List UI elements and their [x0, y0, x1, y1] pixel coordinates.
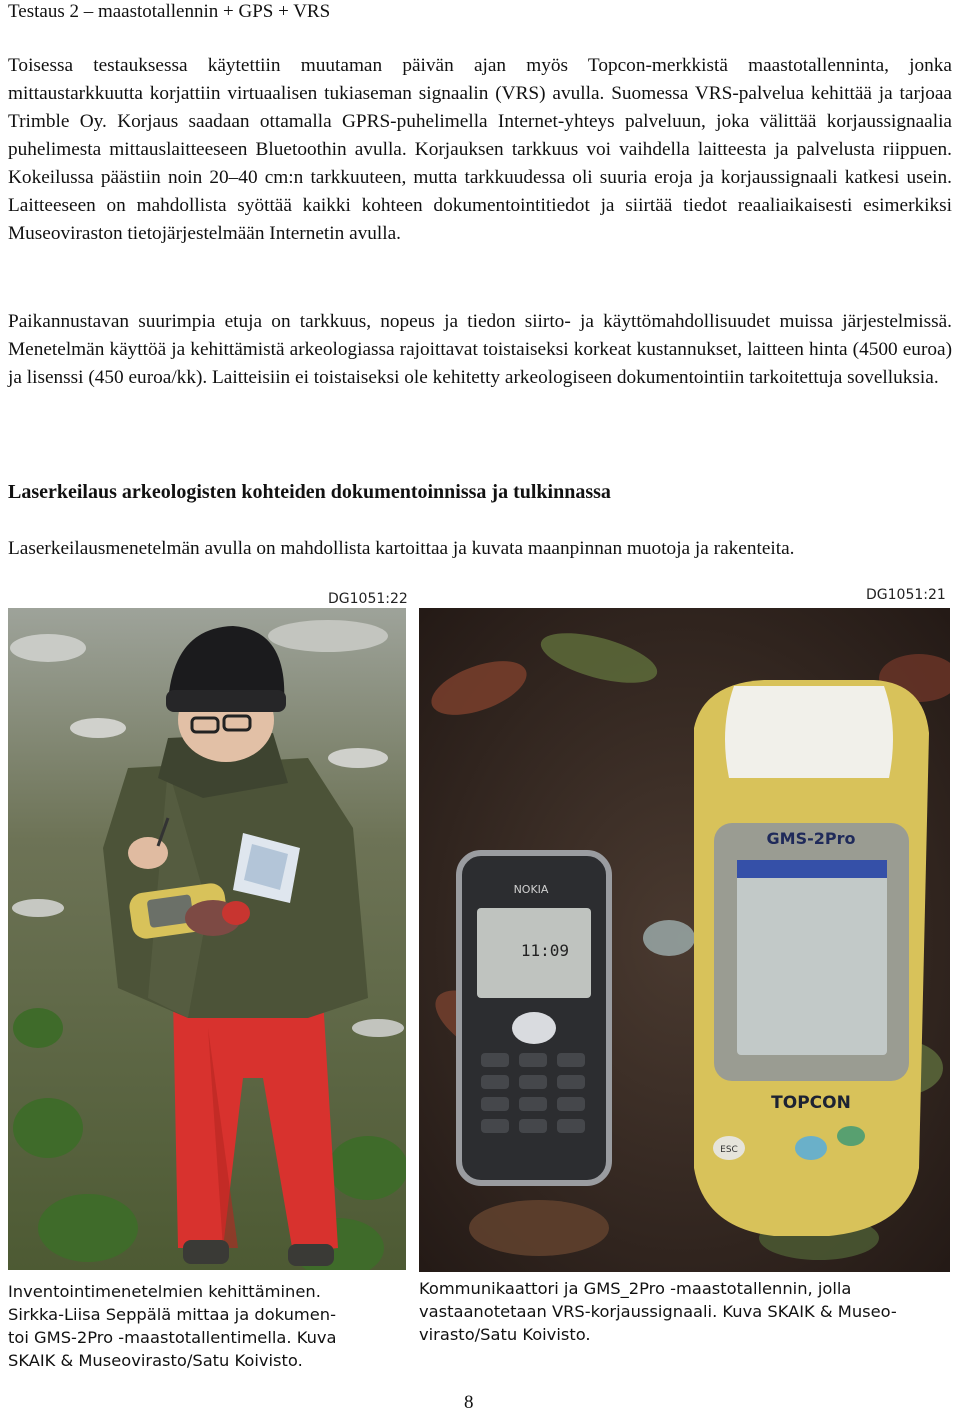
photo-phone-and-gps-device [419, 608, 950, 1272]
paragraph-vrs-testing: Toisessa testauksessa käytettiin muutaman päivän ajan myös Topcon-merkkistä maastotallenninta, jonka mittaustarkkuutta korjattiin virtuaalisen tukiaseman signaalin (VRS) avulla. Suomessa VRS-palvelua kehittää ja tarjoaa Trimble Oy. Korjaus saadaan ottamalla GPRS-puhelimella Internet-yhteys palveluun, joka välittää korjaussignaalia puhelimesta mittauslaitteeseen Bluetoothin avulla. Korjauksen tarkkuus voi vaihdella laitteesta ja palvelusta riippuen. Kokeilussa päästiin noin 20–40 cm:n tarkkuuteen, mutta tarkkuudessa oli suuria eroja ja korjaussignaali katkesi usein. Laitteeseen on mahdollista syöttää kaikki kohteen dokumentointitiedot ja siirtää tiedot reaaliaikaisesti esimerkiksi Museoviraston tietojärjestelmään Internetin avulla. [8, 55, 952, 244]
phone-brand-label: NOKIA [513, 883, 549, 896]
caption-line: Kommunikaattori ja GMS_2Pro -maastotallennin, jolla [419, 1279, 852, 1298]
figure-2-caption [419, 1277, 954, 1346]
photo-1-illustration [8, 608, 406, 1270]
phone-time-label: 11:09 [520, 941, 569, 960]
paragraph-advantages: Paikannustavan suurimpia etuja on tarkkuus, nopeus ja tiedon siirto- ja käyttömahdollisuudet muissa järjestelmissä. Menetelmän käyttöä ja kehittämistä arkeologiassa rajoittavat toistaiseksi korkeat kustannukset, laitteen hinta (4500 euroa) ja lisenssi (450 euroa/kk). Laitteisiin ei toistaiseksi ole kehitetty arkeologiseen dokumentointiin tarkoitettuja sovelluksia. [8, 311, 952, 388]
caption-line: vastaanotetaan VRS-korjaussignaali. Kuva SKAIK & Museo- [419, 1302, 897, 1321]
section-subtitle: Testaus 2 – maastotallennin + GPS + VRS [8, 1, 331, 22]
device-brand-label: GMS-2Pro [766, 829, 856, 848]
caption-line: virasto/Satu Koivisto. [419, 1325, 591, 1344]
photo-person-with-gps-device [8, 608, 406, 1270]
caption-line: toi GMS-2Pro -maastotallentimella. Kuva [8, 1328, 337, 1347]
caption-line: Inventointimenetelmien kehittäminen. [8, 1282, 321, 1301]
figure-1-id: DG1051:22 [328, 591, 408, 607]
paragraph-laser-scanning: Laserkeilausmenetelmän avulla on mahdollista kartoittaa ja kuvata maanpinnan muotoja ja rakenteita. [8, 538, 795, 559]
figure-2-id: DG1051:21 [866, 587, 946, 603]
page-number: 8 [464, 1392, 474, 1413]
device-maker-label: TOPCON [771, 1093, 851, 1113]
caption-line: Sirkka-Liisa Seppälä mittaa ja dokumen- [8, 1305, 336, 1324]
device-esc-label: ESC [720, 1145, 738, 1155]
caption-line: SKAIK & Museovirasto/Satu Koivisto. [8, 1351, 303, 1370]
section-heading-laser-scanning: Laserkeilaus arkeologisten kohteiden dokumentoinnissa ja tulkinnassa [8, 481, 611, 503]
photo-2-illustration [419, 608, 950, 1272]
figure-1-caption [8, 1280, 408, 1372]
